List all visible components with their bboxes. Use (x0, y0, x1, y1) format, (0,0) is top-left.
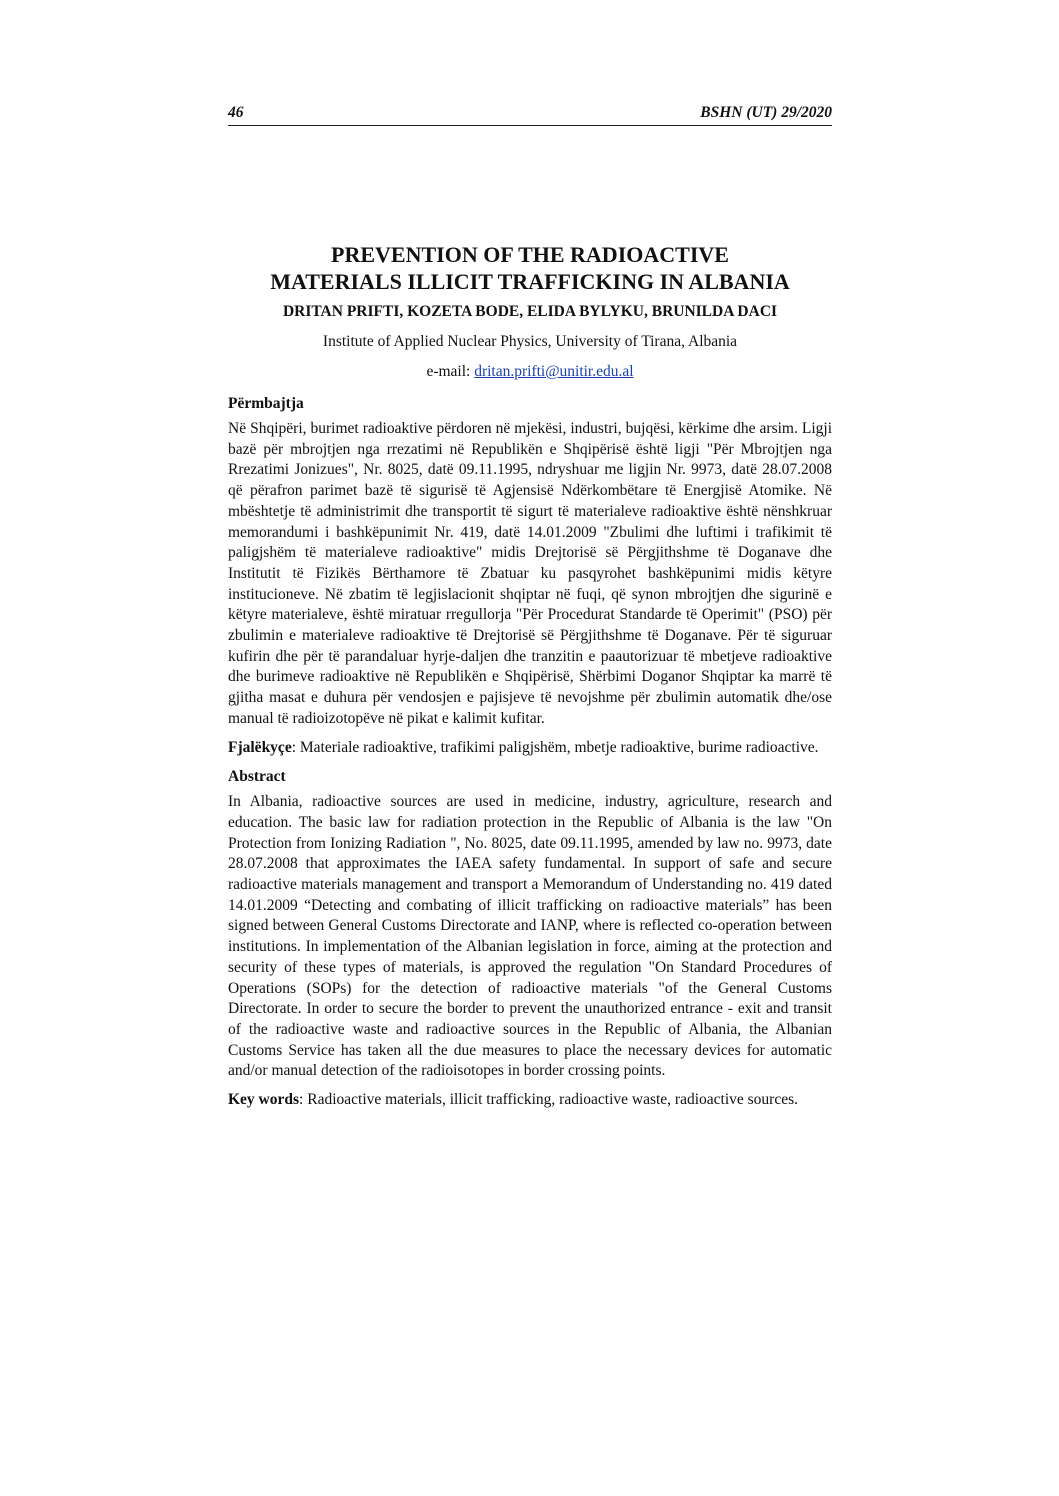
abstract-heading: Abstract (228, 768, 286, 786)
albanian-abstract-heading: Përmbajtja (228, 395, 304, 412)
journal-reference: BSHN (UT) 29/2020 (700, 104, 832, 121)
email-link[interactable]: dritan.prifti@unitir.edu.al (474, 363, 634, 380)
title-line-1: PREVENTION OF THE RADIOACTIVE (331, 242, 729, 267)
email-label: e-mail: (426, 363, 471, 380)
journal-page (228, 104, 832, 1111)
albanian-keywords (228, 738, 832, 759)
title-line-2: MATERIALS ILLICIT TRAFFICKING IN ALBANIA (270, 269, 790, 294)
albanian-keywords-text: : Materiale radioaktive, trafikimi paligjshëm, mbetje radioaktive, burime radioactive. (291, 738, 819, 756)
english-keywords-text: : Radioactive materials, illicit trafficking, radioactive waste, radioactive sources. (299, 1091, 799, 1109)
english-keywords-label: Key words (228, 1091, 300, 1109)
affiliation: Institute of Applied Nuclear Physics, University of Tirana, Albania (322, 333, 738, 350)
running-header (228, 104, 832, 126)
albanian-abstract-body: Në Shqipëri, burimet radioaktive përdoren në mjekësi, industri, bujqësi, kërkime dhe arsim. Ligji bazë për mbrojtjen nga rrezatimi në Republikën e Shqipërisë është ligji "Për Mbrojtjen nga Rrezatimi Jonizues", Nr. 8025, datë 09.11.1995, ndryshuar me ligjin Nr. 9973, datë 28.07.2008 që përafron parimet bazë të sigurisë të Agjensisë Ndërkombëtare të Energjisë Atomike. Në mbështetje të administrimit dhe transportit të sigurt të materialeve radioaktive është nënshkruar memorandumi i bashkëpunimit Nr. 419, datë 14.01.2009 "Zbulimi dhe luftimi i trafikimit të paligjshëm të materialeve radioaktive" midis Drejtorisë së Përgjithshme të Doganave dhe Institutit të Fizikës Bërthamore të Zbatuar ku pasqyrohet bashkëpunimi midis këtyre institucioneve. Në zbatim të legjislacionit shqiptar në fuqi, që synon mbrojtjen dhe sigurinë e këtyre materialeve, është miratuar rregullorja "Për Procedurat Standarde të Operimit" (PSO) për zbulimin e materialeve radioaktive të Drejtorisë së Përgjithshme të Doganave. Për të siguruar kufirin dhe për të parandaluar hyrje-daljen dhe tranzitin e paautorizuar të mbetjeve radioaktive dhe burimeve radioaktive në Republikën e Shqipërisë, Shërbimi Doganor Shqiptar ka marrë të gjitha masat e duhura për vendosjen e pajisjeve të nevojshme për zbulimin automatik dhe/ose manual të radioizotopëve në pikat e kalimit kufitar. (228, 420, 832, 727)
abstract-body: In Albania, radioactive sources are used in medicine, industry, agriculture, research and education. The basic law for radiation protection in the Republic of Albania is the law "On Protection from Ionizing Radiation ", No. 8025, date 09.11.1995, amended by law no. 9973, date 28.07.2008 that approximates the IAEA safety fundamental. In support of safe and secure radioactive materials management and transport a Memorandum of Understanding no. 419 dated 14.01.2009 “Detecting and combating of illicit trafficking on radioactive materials” has been signed between General Customs Directorate and IANP, where is reflected co-operation between institutions. In implementation of the Albanian legislation in force, aiming at the protection and security of these types of materials, is approved the regulation "On Standard Procedures of Operations (SOPs) for the detection of radioactive materials "of the General Customs Directorate. In order to secure the border to prevent the unauthorized entrance - exit and transit of the radioactive waste and radioactive sources in the Republic of Albania, the Albanian Customs Service has taken all the due measures to place the necessary devices for automatic and/or manual detection of the radioisotopes in border crossing points. (228, 793, 832, 1080)
email-line (228, 363, 832, 381)
english-keywords (228, 1090, 832, 1111)
author-list: DRITAN PRIFTI, KOZETA BODE, ELIDA BYLYKU, BRUNILDA DACI (282, 303, 778, 320)
page-number: 46 (228, 104, 244, 121)
albanian-keywords-label: Fjalëkyçe (228, 738, 292, 756)
article-title (228, 241, 832, 295)
